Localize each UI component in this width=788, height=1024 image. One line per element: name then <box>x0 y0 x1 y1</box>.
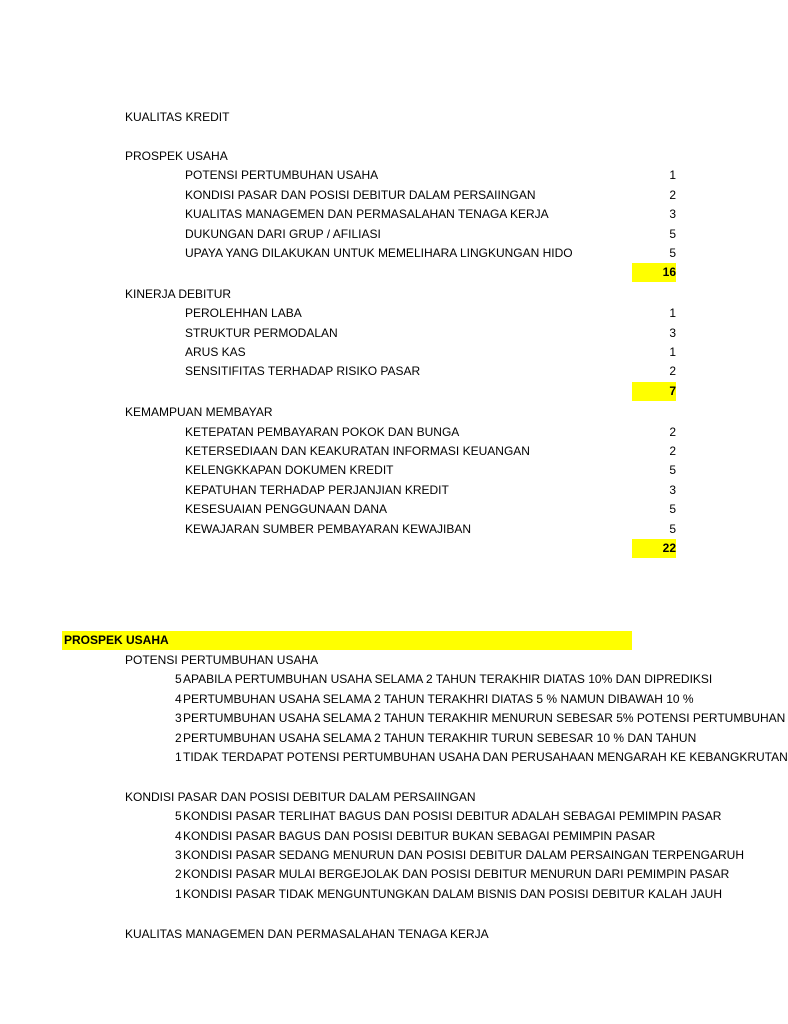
section-total <box>632 263 676 282</box>
criteria-label: PEROLEHHAN LABA <box>185 306 302 321</box>
criteria-label: UPAYA YANG DILAKUKAN UNTUK MEMELIHARA LINGKUNGAN HIDO <box>185 246 573 260</box>
criteria-score <box>632 167 676 183</box>
rating-number: 5 <box>175 809 182 824</box>
criteria-label: KETEPATAN PEMBAYARAN POKOK DAN BUNGA <box>185 424 460 439</box>
criteria-score <box>632 206 676 222</box>
criteria-score <box>632 501 676 517</box>
rating-description: KONDISI PASAR BAGUS DAN POSISI DEBITUR BUKAN SEBAGAI PEMIMPIN PASAR <box>183 828 656 843</box>
score-value: 2 <box>669 424 676 439</box>
criteria-label: DUKUNGAN DARI GRUP / AFILIASI <box>185 226 381 241</box>
criteria-score <box>632 424 676 440</box>
criteria-label: POTENSI PERTUMBUHAN USAHA <box>185 168 379 183</box>
section-total <box>632 539 676 558</box>
rating-description: KONDISI PASAR TERLIHAT BAGUS DAN POSISI DEBITUR ADALAH SEBAGAI PEMIMPIN PASAR <box>183 809 722 824</box>
section-heading: PROSPEK USAHA <box>125 149 228 163</box>
criteria-score <box>632 363 676 379</box>
criteria-label: KUALITAS MANAGEMEN DAN PERMASALAHAN TENAGA KERJA <box>185 207 549 222</box>
band-label: PROSPEK USAHA <box>64 633 169 647</box>
criteria-score <box>632 344 676 360</box>
criteria-group-heading: POTENSI PERTUMBUHAN USAHA <box>125 653 319 667</box>
section-heading: KINERJA DEBITUR <box>125 286 232 301</box>
total-value: 7 <box>669 383 676 398</box>
rating-number: 1 <box>175 750 182 764</box>
score-value: 2 <box>669 364 676 379</box>
criteria-score <box>632 187 676 203</box>
total-value: 22 <box>662 541 676 555</box>
criteria-score <box>632 521 676 537</box>
score-value: 1 <box>669 306 676 321</box>
criteria-label: STRUKTUR PERMODALAN <box>185 325 338 340</box>
score-value: 5 <box>669 226 676 241</box>
rating-number: 2 <box>175 867 182 882</box>
criteria-label: KELENGKKAPAN DOKUMEN KREDIT <box>185 463 394 478</box>
rating-description: KONDISI PASAR TIDAK MENGUNTUNGKAN DALAM BISNIS DAN POSISI DEBITUR KALAH JAUH <box>183 886 722 901</box>
score-value: 1 <box>669 345 676 359</box>
criteria-score <box>632 305 676 321</box>
criteria-label: KONDISI PASAR DAN POSISI DEBITUR DALAM PERSAIINGAN <box>185 187 536 202</box>
score-value: 3 <box>669 325 676 340</box>
rating-description: APABILA PERTUMBUHAN USAHA SELAMA 2 TAHUN TERAKHIR DIATAS 10% DAN DIPREDIKSI <box>183 672 713 687</box>
score-value: 5 <box>669 246 676 260</box>
rating-number: 3 <box>175 711 182 726</box>
criteria-label: KETERSEDIAAN DAN KEAKURATAN INFORMASI KEUANGAN <box>185 444 530 458</box>
page-title: KUALITAS KREDIT <box>125 110 230 124</box>
criteria-label: KEPATUHAN TERHADAP PERJANJIAN KREDIT <box>185 482 449 497</box>
rating-number: 2 <box>175 730 182 745</box>
score-value: 3 <box>669 482 676 497</box>
criteria-label: ARUS KAS <box>185 345 246 359</box>
criteria-label: SENSITIFITAS TERHADAP RISIKO PASAR <box>185 364 421 379</box>
score-value: 3 <box>669 207 676 222</box>
criteria-score <box>632 462 676 478</box>
score-value: 5 <box>669 521 676 536</box>
section-band-prospek-usaha <box>62 631 632 650</box>
score-value: 1 <box>669 168 676 183</box>
rating-description: KONDISI PASAR MULAI BERGEJOLAK DAN POSISI DEBITUR MENURUN DARI PEMIMPIN PASAR <box>183 867 730 882</box>
rating-number: 1 <box>175 886 182 901</box>
rating-description: TIDAK TERDAPAT POTENSI PERTUMBUHAN USAHA DAN PERUSAHAAN MENGARAH KE KEBANGKRUTAN <box>183 750 788 764</box>
criteria-label: KESESUAIAN PENGGUNAAN DANA <box>185 502 388 517</box>
rating-number: 5 <box>175 672 182 687</box>
section-heading: KEMAMPUAN MEMBAYAR <box>125 405 273 420</box>
rating-number: 4 <box>175 691 182 706</box>
rating-number: 3 <box>175 848 182 862</box>
rating-description: KONDISI PASAR SEDANG MENURUN DAN POSISI DEBITUR DALAM PERSAINGAN TERPENGARUH <box>183 848 744 862</box>
section-total <box>632 382 676 401</box>
rating-number: 4 <box>175 828 182 843</box>
criteria-label: KEWAJARAN SUMBER PEMBAYARAN KEWAJIBAN <box>185 521 472 536</box>
score-value: 5 <box>669 502 676 517</box>
criteria-group-heading: KUALITAS MANAGEMEN DAN PERMASALAHAN TENAGA KERJA <box>125 926 489 941</box>
rating-description: PERTUMBUHAN USAHA SELAMA 2 TAHUN TERAKHIR TURUN SEBESAR 10 % DAN TAHUN <box>183 730 697 745</box>
score-value: 2 <box>669 444 676 458</box>
criteria-score <box>632 325 676 341</box>
criteria-score <box>632 226 676 242</box>
rating-description: PERTUMBUHAN USAHA SELAMA 2 TAHUN TERAKHRI DIATAS 5 % NAMUN DIBAWAH 10 % <box>183 691 694 706</box>
score-value: 5 <box>669 463 676 478</box>
criteria-group-heading: KONDISI PASAR DAN POSISI DEBITUR DALAM PERSAIINGAN <box>125 789 476 804</box>
criteria-score <box>632 443 676 459</box>
criteria-score <box>632 482 676 498</box>
criteria-score <box>632 245 676 261</box>
total-value: 16 <box>662 265 676 280</box>
score-value: 2 <box>669 187 676 202</box>
rating-description: PERTUMBUHAN USAHA SELAMA 2 TAHUN TERAKHIR MENURUN SEBESAR 5% POTENSI PERTUMBUHAN <box>183 711 786 726</box>
